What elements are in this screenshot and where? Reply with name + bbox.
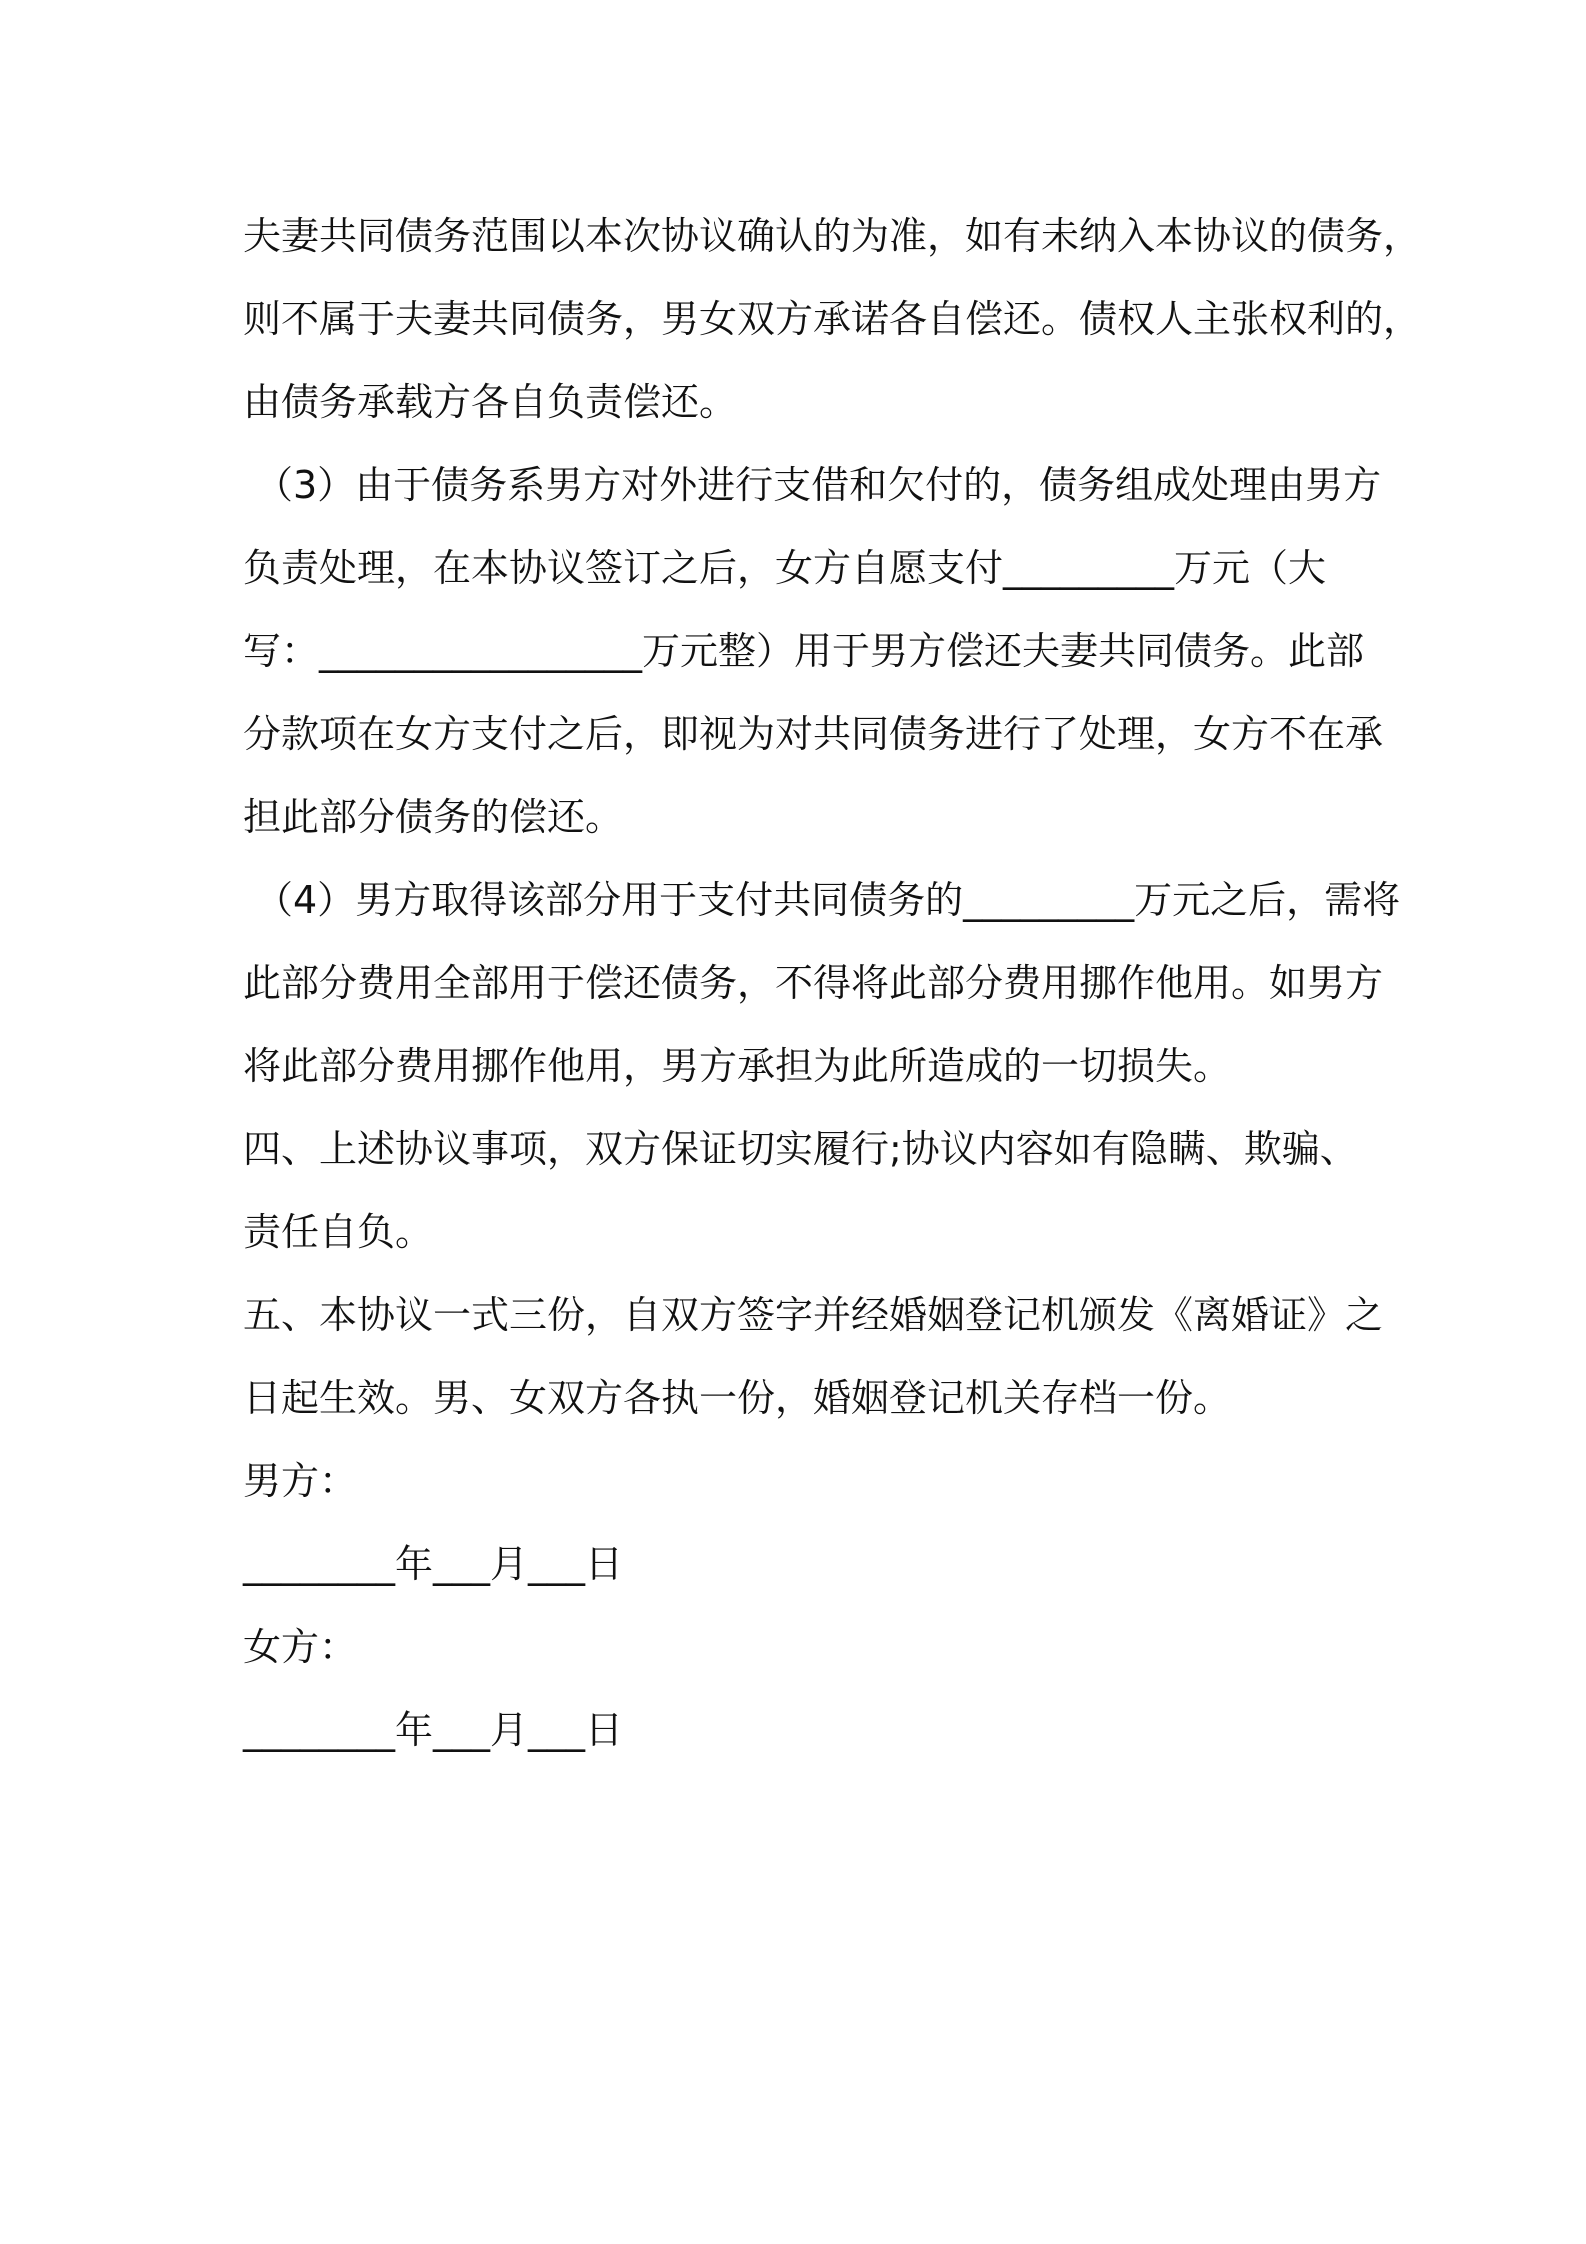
clause-4-line: （4）男方取得该部分用于支付共同债务的_________万元之后，需将 (255, 878, 1401, 922)
section-4-line: 四、上述协议事项，双方保证切实履行;协议内容如有隐瞒、欺骗、 (243, 1127, 1358, 1171)
female-party-label: 女方： (243, 1625, 358, 1669)
agreement-body (243, 195, 1422, 1772)
paragraph-line: 夫妻共同债务范围以本次协议确认的为准，如有未纳入本协议的债务， (243, 214, 1422, 258)
clause-4-line: 将此部分费用挪作他用，男方承担为此所造成的一切损失。 (243, 1044, 1232, 1088)
male-signature-date: ________年___月___日 (243, 1542, 624, 1586)
section-5-line: 五、本协议一式三份，自双方签字并经婚姻登记机颁发《离婚证》之 (243, 1293, 1384, 1337)
paragraph-line: 由债务承载方各自负责偿还。 (243, 380, 738, 424)
clause-3-line: 担此部分债务的偿还。 (243, 795, 624, 839)
female-signature-date: ________年___月___日 (243, 1708, 624, 1752)
male-party-label: 男方： (243, 1459, 358, 1503)
clause-3-line: （3）由于债务系男方对外进行支借和欠付的，债务组成处理由男方 (255, 463, 1382, 507)
section-5-line: 日起生效。男、女双方各执一份，婚姻登记机关存档一份。 (243, 1376, 1232, 1420)
paragraph-line: 则不属于夫妻共同债务，男女双方承诺各自偿还。债权人主张权利的， (243, 297, 1422, 341)
clause-3-line: 负责处理，在本协议签订之后，女方自愿支付_________万元（大 (243, 546, 1327, 590)
section-4-line: 责任自负。 (243, 1210, 434, 1254)
clause-4-line: 此部分费用全部用于偿还债务，不得将此部分费用挪作他用。如男方 (243, 961, 1384, 1005)
clause-3-line: 分款项在女方支付之后，即视为对共同债务进行了处理，女方不在承 (243, 712, 1384, 756)
clause-3-line: 写：_________________万元整）用于男方偿还夫妻共同债务。此部 (243, 629, 1365, 673)
